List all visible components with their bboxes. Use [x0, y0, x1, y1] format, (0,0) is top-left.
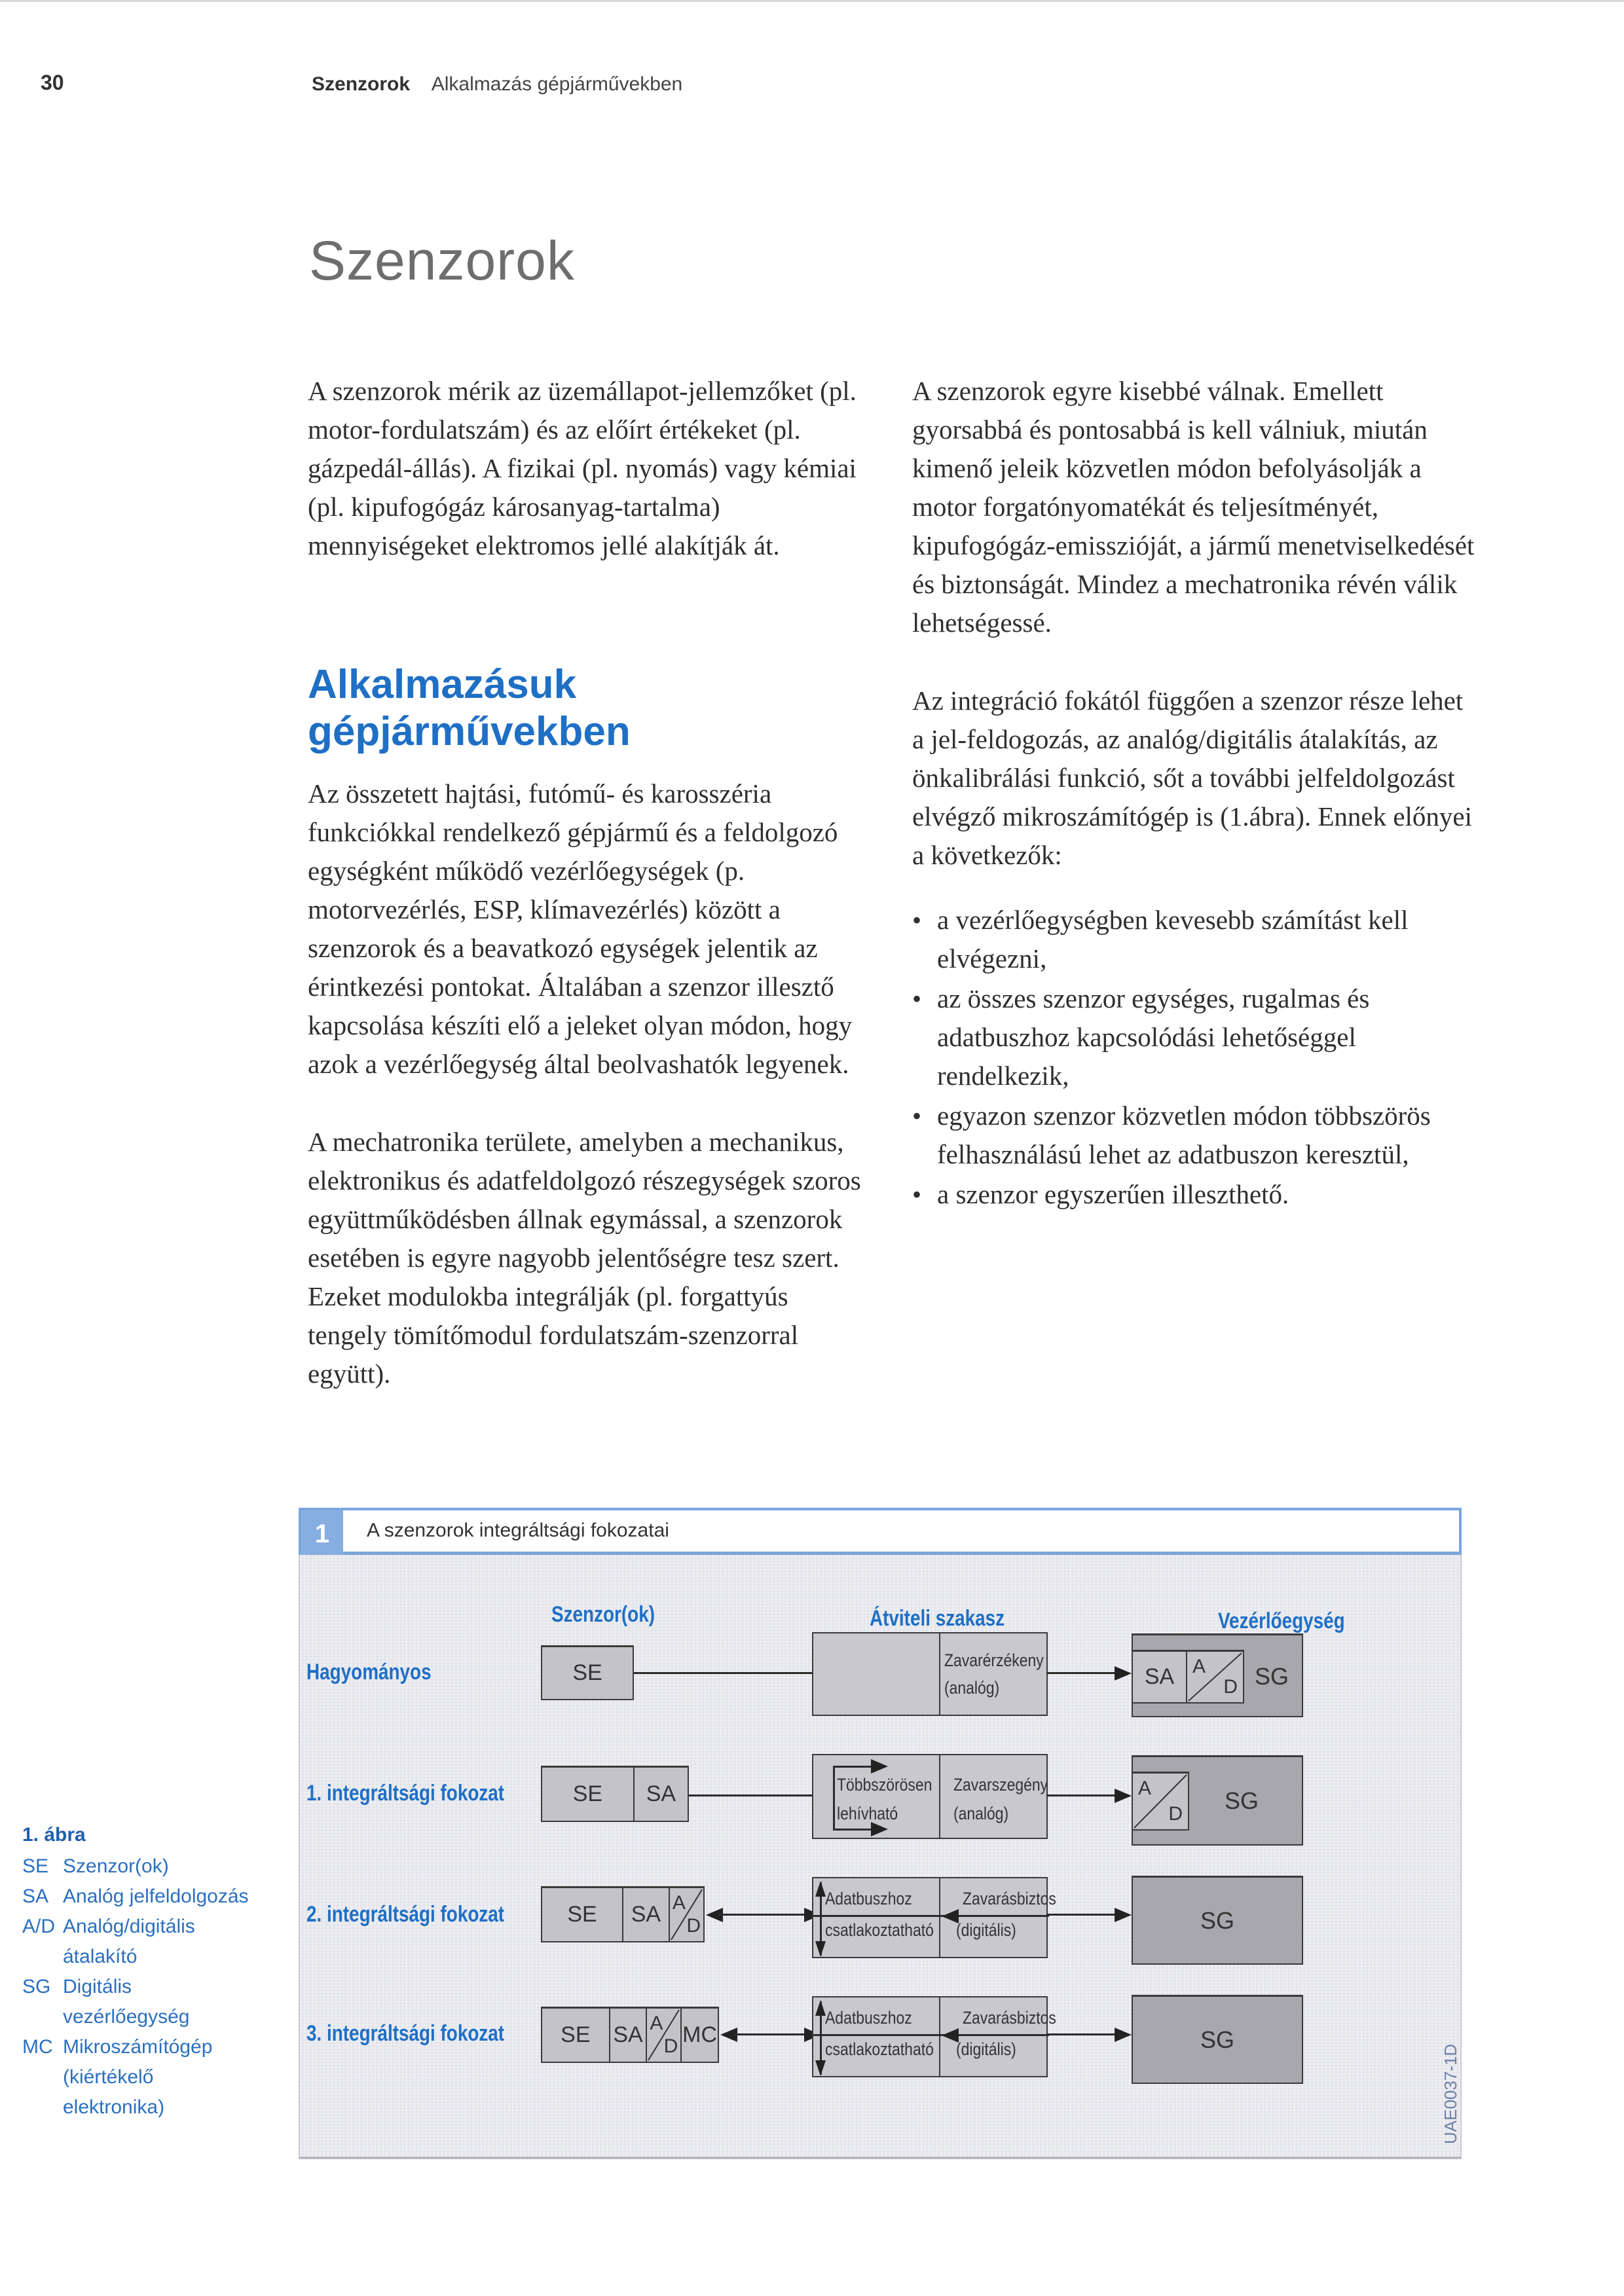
tx-right-line2: (analóg)	[944, 1678, 1000, 1698]
ad-d: D	[1223, 1676, 1238, 1698]
figure-number-badge: 1	[301, 1510, 343, 1558]
tx-right-line2: (digitális)	[956, 1920, 1016, 1940]
tx-left-line1: Többszörösen	[837, 1775, 932, 1795]
figure-legend	[22, 1820, 258, 2123]
bus-line	[813, 1915, 1049, 1917]
section-heading: Alkalmazásuk gépjárművekben	[308, 662, 631, 754]
tx-right-line1: Zavarérzékeny	[944, 1650, 1044, 1670]
ecu-block	[1132, 1995, 1303, 2084]
arrow-right-icon	[1115, 1666, 1132, 1681]
sensor-block	[541, 1645, 634, 1700]
legend-desc: Szenzor(ok)	[63, 1855, 169, 1877]
legend-item	[22, 2032, 258, 2123]
bus-line	[813, 2034, 1049, 2036]
legend-item	[22, 1972, 258, 2032]
advantages-list	[912, 901, 1475, 1214]
legend-item	[22, 1882, 258, 1912]
running-head-subsection: Alkalmazás gépjárművekben	[431, 73, 683, 95]
list-item: • egyazon szenzor közvetlen módon többszörös felhasználású lehet az adatbuszon keresztül,	[912, 1097, 1475, 1174]
ecu-block	[1132, 1755, 1303, 1846]
tx-left-line1: Adatbuszhoz	[825, 2008, 912, 2028]
row-label-level-1: 1. integráltsági fokozat	[306, 1781, 505, 1806]
legend-abbr: MC	[22, 2036, 53, 2058]
legend-desc: Mikroszámítógép (kiértékelő elektronika)	[63, 2036, 213, 2118]
ecu-inner-block	[1133, 1772, 1189, 1831]
cell-sg: SG	[1225, 1787, 1259, 1814]
left-column-intro	[308, 372, 871, 604]
tx-left-line2: csatlakoztatható	[825, 2039, 934, 2059]
list-item: • az összes szenzor egységes, rugalmas és adatbuszhoz kapcsolódási lehetőséggel rendelkezik,	[912, 979, 1475, 1095]
ecu-inner-block	[1133, 1650, 1244, 1704]
legend-title: 1. ábra	[22, 1824, 86, 1846]
right-paragraph-1: A szenzorok egyre kisebbé válnak. Emellett gyorsabbá és pontosabbá is kell válniuk, miután kimenő jeleik közvetlen módon befolyásolják a motor forgatónyomatékát és teljesítményét, kipufogógáz-emisszióját, a jármű menetviselkedését és biztonságát. Mindez a mechatronika révén válik lehetségessé.	[912, 376, 1475, 638]
bus-line	[1046, 1914, 1124, 1916]
cell-se: SE	[572, 1660, 602, 1685]
cell-mc: MC	[682, 2022, 718, 2047]
sensor-block	[541, 1886, 705, 1942]
cell-se: SE	[542, 1768, 635, 1821]
tx-right-line1: Zavarszegény	[953, 1775, 1048, 1795]
legend-desc: Analóg jelfeldolgozás	[63, 1886, 249, 1907]
cell-sa: SA	[623, 1888, 670, 1941]
figure-title: A szenzorok integráltsági fokozatai	[367, 1520, 669, 1541]
ad-a: A	[650, 2013, 663, 2034]
ecu-block	[1132, 1633, 1303, 1717]
legend-desc: Digitális vezérlőegység	[63, 1976, 190, 2028]
row-label-level-2: 2. integráltsági fokozat	[306, 1902, 505, 1927]
ecu-block	[1132, 1876, 1303, 1965]
right-paragraph-2: Az integráció fokától függően a szenzor része lehet a jel-feldogozás, az analóg/digitális átalakítás, az önkalibrálási funkció, sőt a további jelfeldolgozást elvégző mikroszámítógép is (1.ábra). Ennek előnyei a következők:	[912, 685, 1473, 870]
page-number: 30	[41, 71, 64, 94]
ad-a: A	[1138, 1777, 1152, 1799]
cell-sg: SG	[1200, 2026, 1234, 2053]
cell-se: SE	[542, 2009, 610, 2062]
cell-sa: SA	[1133, 1652, 1187, 1702]
tx-right-line2: (digitális)	[956, 2039, 1016, 2059]
arrow-right-icon	[871, 1822, 888, 1836]
divider	[939, 1633, 940, 1715]
ad-d: D	[1168, 1803, 1183, 1825]
cell-sa: SA	[610, 2009, 648, 2062]
cell-ad	[670, 1888, 703, 1941]
arrow-down-icon	[815, 2060, 826, 2076]
legend-item	[22, 1851, 258, 1882]
chapter-title: Szenzorok	[309, 230, 575, 291]
figure-integration-levels	[299, 1508, 1462, 2159]
signal-line	[1046, 1795, 1124, 1796]
cell-ad	[1187, 1652, 1243, 1702]
sensor-block	[541, 2007, 719, 2063]
ad-d: D	[663, 2035, 678, 2057]
ad-a: A	[672, 1892, 686, 1914]
figure-header	[299, 1508, 1462, 1555]
list-item: • a vezérlőegységben kevesebb számítást kell elvégezni,	[912, 901, 1475, 978]
cell-sg: SG	[1254, 1663, 1289, 1690]
running-head	[312, 73, 682, 96]
figure-code: UAE0037-1D	[1441, 2043, 1460, 2144]
divider	[939, 1878, 940, 1957]
divider	[939, 1997, 940, 2076]
branch-line	[833, 1766, 835, 1830]
signal-line	[1046, 1672, 1124, 1674]
right-column	[912, 372, 1475, 1215]
cell-ad	[647, 2009, 682, 2062]
transmission-block	[812, 1996, 1056, 2077]
transmission-block	[812, 1632, 1048, 1716]
cell-sa: SA	[646, 1781, 676, 1806]
sensor-block	[541, 1766, 689, 1822]
figure-diagram	[299, 1555, 1462, 2159]
tx-left-line2: csatlakoztatható	[825, 1920, 934, 1940]
arrow-right-icon	[1115, 2028, 1132, 2042]
arrow-down-icon	[815, 1941, 826, 1957]
legend-abbr: SE	[22, 1855, 49, 1877]
intro-paragraph: A szenzorok mérik az üzemállapot-jellemzőket (pl. motor-fordulatszám) és az előírt értékeket (pl. gázpedál-állás). A fizikai (pl. nyomás) vagy kémiai (pl. kipufogógáz károsanyag-tartalma) mennyiségeket elektromos jellé alakítják át.	[308, 376, 857, 560]
row-label-conventional: Hagyományos	[306, 1660, 432, 1685]
top-rule	[0, 0, 1624, 2]
arrow-right-icon	[871, 1759, 888, 1774]
column-heading-transmission: Átviteli szakasz	[870, 1606, 1005, 1631]
list-item: • a szenzor egyszerűen illeszthető.	[912, 1175, 1475, 1214]
running-head-section: Szenzorok	[312, 73, 411, 95]
body-paragraph-2: A mechatronika területe, amelyben a mechanikus, elektronikus és adatfeldolgozó részegységek szoros együttműködésben állnak egymással, a szenzorok esetében is egyre nagyobb jelentőségre tesz szert. Ezeket modulokba integrálják (pl. forgattyús tengely tömítőmodul fordulatszám-szenzorral együtt).	[308, 1127, 861, 1389]
bus-line	[719, 1914, 817, 1916]
tx-right-line1: Zavarásbiztos	[963, 2008, 1056, 2028]
cell-se: SE	[542, 1888, 623, 1941]
row-label-level-3: 3. integráltsági fokozat	[306, 2021, 505, 2046]
arrow-right-icon	[1115, 1908, 1132, 1922]
legend-abbr: A/D	[22, 1916, 56, 1937]
body-paragraph-1: Az összetett hajtási, futómű- és karosszéria funkciókkal rendelkező gépjármű és a feldolgozó egységként működő vezérlőegységek (p. motorvezérlés, ESP, klímavezérlés) között a szenzorok és a beavatkozó egységek jelentik az érintkezési pontokat. Általában a szenzor illesztő kapcsolása készíti elő a jeleket olyan módon, hogy azok a vezérlőegység által beolvashatók legyenek.	[308, 778, 853, 1079]
tx-left-line1: Adatbuszhoz	[825, 1889, 912, 1908]
arrow-up-icon	[815, 1881, 826, 1897]
transmission-block	[812, 1877, 1056, 1958]
legend-abbr: SA	[22, 1886, 49, 1907]
tx-right-line1: Zavarásbiztos	[963, 1889, 1056, 1908]
legend-desc: Analóg/digitális átalakító	[63, 1916, 195, 1967]
tx-right-line2: (analóg)	[953, 1804, 1009, 1823]
transmission-block	[812, 1754, 1048, 1839]
cell-sg: SG	[1200, 1906, 1234, 1934]
column-heading-sensor: Szenzor(ok)	[551, 1602, 655, 1627]
arrow-up-icon	[815, 2000, 826, 2016]
divider	[939, 1755, 940, 1838]
ad-d: D	[686, 1915, 701, 1937]
legend-abbr: SG	[22, 1976, 51, 1997]
ad-a: A	[1192, 1656, 1206, 1677]
cell-ad	[1133, 1774, 1188, 1829]
column-heading-ecu: Vezérlőegység	[1218, 1609, 1345, 1633]
arrow-right-icon	[1115, 1789, 1132, 1803]
legend-item	[22, 1912, 258, 1972]
left-column-body	[308, 774, 871, 1432]
tx-left-line2: lehívható	[837, 1804, 898, 1823]
bus-line	[1046, 2033, 1124, 2035]
